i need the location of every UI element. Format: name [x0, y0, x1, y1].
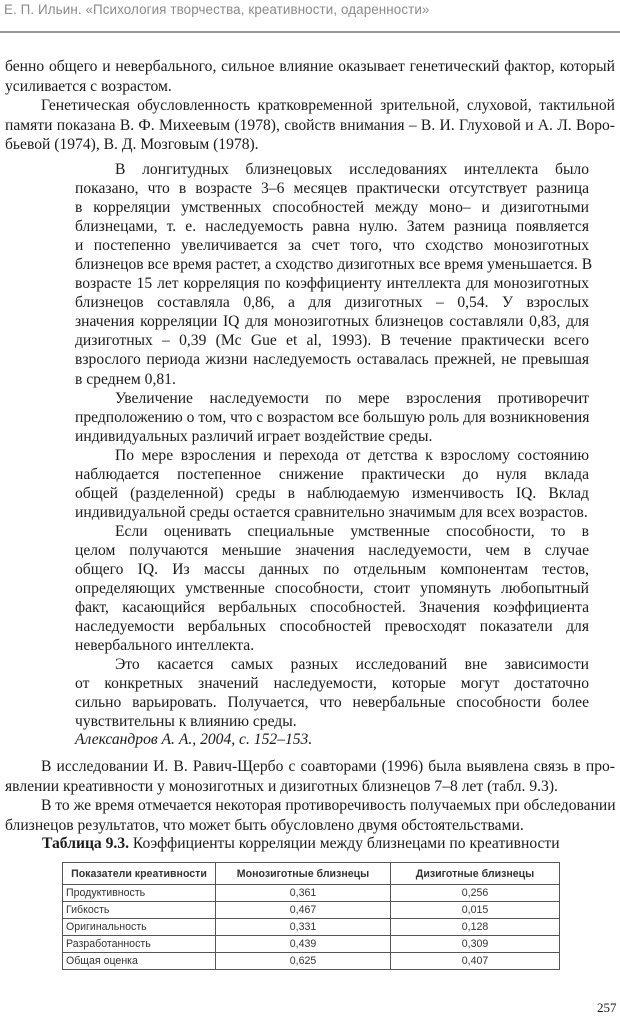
table-cell: 0,467	[216, 902, 391, 919]
table-row	[63, 953, 560, 970]
text-line: близнецов составляла 0,86, а для дизиготных – 0,54. У взрослых	[75, 294, 589, 312]
text-line: близнецов все время растет, а сходство дизиготных все время уменьшается. В	[75, 256, 593, 274]
table-cell: 0,015	[391, 902, 560, 919]
table-cell: Гибкость	[63, 902, 216, 919]
table-caption-label: Таблица 9.3.	[42, 835, 130, 852]
text-line: чувствительны к влиянию среды.	[75, 713, 297, 731]
text-line: В лонгитудных близнецовых исследованиях интеллекта было	[115, 161, 589, 178]
text-line: предположению о том, что с возрастом все большую роль для возникновения	[75, 408, 590, 426]
text-line: в корреляции умственных способностей между моно– и дизиготными	[75, 199, 589, 217]
table-cell: 0,625	[216, 953, 391, 970]
table-cell: 0,407	[391, 953, 560, 970]
table-caption-text: Коэффициенты корреляции между близнецами по креативности	[129, 835, 560, 852]
text-line: сильно варьировать. Получается, что невербальные способности более	[75, 694, 589, 712]
body-text-top	[5, 57, 615, 155]
table-header: Дизиготные близнецы	[391, 863, 560, 885]
correlation-table	[62, 862, 560, 970]
quote-block	[75, 160, 593, 731]
text-line: памяти показана В. Ф. Михеевым (1978), свойств внимания – В. И. Глуховой и А. Л. Воро-	[5, 116, 615, 134]
text-line: индивидуальных различий играет воздействие среды.	[75, 427, 433, 445]
table-cell: 0,361	[216, 885, 391, 902]
text-line: усиливается с возрастом.	[5, 77, 172, 95]
text-line: наследуемости вербальных способностей превосходят показатели для	[75, 618, 589, 636]
table-cell: 0,256	[391, 885, 560, 902]
text-line: взрослого периода жизни наследуемость оставалась прежней, не превышая	[75, 351, 589, 369]
text-line: Увеличение наследуемости по мере взросления противоречит	[115, 389, 589, 407]
text-line: Генетическая обусловленность кратковременной зрительной, слуховой, тактильной	[41, 97, 615, 114]
text-line: бенно общего и невербального, сильное влияние оказывает генетический фактор, который	[5, 58, 615, 75]
text-line: значения корреляции IQ для монозиготных близнецов составляли 0,83, для	[75, 313, 589, 331]
text-line: явлении креативности у монозиготных и дизиготных близнецов 7–8 лет (табл. 9.3).	[5, 777, 558, 795]
body-text-bottom	[5, 757, 615, 835]
header-divider	[0, 31, 620, 33]
text-line: близнецов результатов, что может быть обусловлено двумя обстоятельствами.	[5, 816, 524, 834]
table-row	[63, 885, 560, 902]
table-cell: Разработанность	[63, 936, 216, 953]
quote-source: Александров А. А., 2004, с. 152–153.	[75, 731, 313, 748]
text-line: В исследовании И. В. Равич-Щербо с соавторами (1996) была выявлена связь в про-	[41, 758, 615, 775]
text-line: По мере взросления и перехода от детства к взрослому состоянию	[115, 446, 589, 464]
table-row	[63, 902, 560, 919]
table-cell: 0,439	[216, 936, 391, 953]
text-line: индивидуальной среды остается сравнительно значимым для всех возрастов.	[75, 503, 588, 521]
text-line: Если оценивать специальные умственные способности, то в	[115, 522, 589, 540]
table-cell: Оригинальность	[63, 919, 216, 936]
table-cell: 0,331	[216, 919, 391, 936]
running-header: Е. П. Ильин. «Психология творчества, креативности, одаренности»	[4, 2, 430, 17]
table-cell: Общая оценка	[63, 953, 216, 970]
table-header: Монозиготные близнецы	[216, 863, 391, 885]
text-line: бьевой (1974), В. Д. Мозговым (1978).	[5, 136, 259, 153]
text-line: наблюдается постепенное снижение практически до нуля вклада	[75, 465, 589, 483]
table-cell: 0,128	[391, 919, 560, 936]
text-line: факт, касающийся вербальных способностей. Значения коэффициента	[75, 599, 589, 617]
table-caption	[42, 835, 560, 853]
table-cell: 0,309	[391, 936, 560, 953]
text-line: целом получаются меньшие значения наследуемости, чем в случае	[75, 541, 589, 559]
text-line: общего IQ. Из массы данных по отдельным компонентам тестов,	[75, 560, 589, 578]
text-line: невербального интеллекта.	[75, 637, 255, 655]
text-line: показано, что в возрасте 3–6 месяцев практически отсутствует разница	[75, 180, 589, 198]
table-row	[63, 919, 560, 936]
table-row	[63, 936, 560, 953]
text-line: В то же время отмечается некоторая противоречивость получаемых при обследовании	[41, 797, 616, 814]
text-line: возрасте 15 лет корреляция по коэффициенту интеллекта для монозиготных	[75, 275, 589, 293]
page-number: 257	[597, 1000, 617, 1015]
text-line: общей (разделенной) среды в наблюдаемую изменчивость IQ. Вклад	[75, 484, 589, 502]
text-line: и постепенно увеличивается за счет того, что сходство монозиготных	[75, 237, 589, 255]
text-line: в среднем 0,81.	[75, 370, 176, 388]
table-cell: Продуктивность	[63, 885, 216, 902]
text-line: Это касается самых разных исследований вне зависимости	[115, 656, 589, 674]
text-line: близнецами, т. е. наследуемость равна нулю. Затем разница появляется	[75, 218, 589, 236]
text-line: от конкретных значений наследуемости, которые могут достаточно	[75, 675, 589, 693]
text-line: дизиготных – 0,39 (Mc Gue et al, 1993). В течение практически всего	[75, 332, 589, 350]
text-line: определяющих умственные способности, стоит упомянуть любопытный	[75, 580, 589, 598]
table-header: Показатели креативности	[63, 863, 216, 885]
